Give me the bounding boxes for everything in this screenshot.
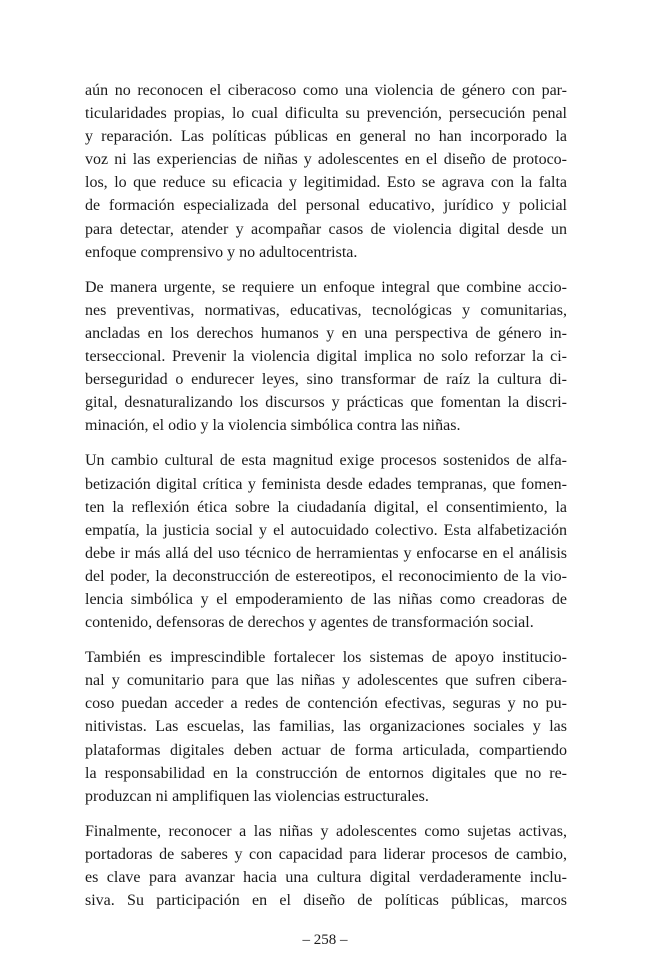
- text-line: portadoras de saberes y con capacidad para liderar procesos de cambio,: [85, 845, 567, 863]
- text-line: siva. Su participación en el diseño de políticas públicas, marcos: [85, 892, 567, 910]
- text-line: contenido, defensoras de derechos y agentes de transformación social.: [85, 614, 534, 632]
- text-line: De manera urgente, se requiere un enfoque integral que combine accio-: [85, 278, 567, 296]
- text-line: nitivistas. Las escuelas, las familias, las organizaciones sociales y las: [85, 718, 567, 736]
- text-line: Finalmente, reconocer a las niñas y adolescentes como sujetas activas,: [85, 822, 567, 840]
- text-line: minación, el odio y la violencia simbólica contra las niñas.: [85, 417, 461, 435]
- text-line: terseccional. Prevenir la violencia digital implica no solo reforzar la ci-: [85, 348, 567, 366]
- paragraph-3: [85, 449, 567, 634]
- text-line: los, lo que reduce su eficacia y legitimidad. Esto se agrava con la falta: [85, 174, 567, 192]
- text-line: También es imprescindible fortalecer los sistemas de apoyo institucio-: [85, 649, 567, 667]
- text-line: nal y comunitario para que las niñas y adolescentes que sufren cibera-: [85, 672, 567, 690]
- page-number: – 258 –: [302, 932, 348, 948]
- text-line: coso puedan acceder a redes de contención efectivas, seguras y no pu-: [85, 695, 567, 713]
- text-line: ancladas en los derechos humanos y en una perspectiva de género in-: [85, 324, 567, 342]
- paragraph-2: [85, 276, 567, 438]
- text-line: ticularidades propias, lo cual dificulta su prevención, persecución penal: [85, 105, 567, 123]
- text-line: lencia simbólica y el empoderamiento de las niñas como creadoras de: [85, 590, 567, 608]
- text-line: plataformas digitales deben actuar de forma articulada, compartiendo: [85, 741, 567, 759]
- text-line: betización digital crítica y feminista desde edades tempranas, que fomen-: [85, 475, 567, 493]
- text-line: produzcan ni amplifiquen las violencias estructurales.: [85, 787, 429, 805]
- text-line: debe ir más allá del uso técnico de herramientas y enfocarse en el análisis: [85, 544, 567, 562]
- text-line: gital, desnaturalizando los discursos y prácticas que fomentan la discri-: [85, 394, 567, 412]
- text-line: ten la reflexión ética sobre la ciudadanía digital, el consentimiento, la: [85, 498, 567, 516]
- text-line: nes preventivas, normativas, educativas, tecnológicas y comunitarias,: [85, 301, 567, 319]
- text-line: es clave para avanzar hacia una cultura digital verdaderamente inclu-: [85, 869, 567, 886]
- text-line: la responsabilidad en la construcción de entornos digitales que no re-: [85, 764, 567, 782]
- text-line: de formación especializada del personal educativo, jurídico y policial: [85, 197, 567, 215]
- paragraph-4: [85, 646, 567, 808]
- text-line: Un cambio cultural de esta magnitud exige procesos sostenidos de alfa-: [85, 452, 567, 470]
- text-line: aún no reconocen el ciberacoso como una violencia de género con par-: [85, 82, 567, 99]
- text-line: enfoque comprensivo y no adultocentrista.: [85, 243, 358, 261]
- text-line: berseguridad o endurecer leyes, sino transformar de raíz la cultura di-: [85, 371, 567, 389]
- text-line: voz ni las experiencias de niñas y adolescentes en el diseño de protoco-: [85, 151, 567, 169]
- paragraph-1: [85, 79, 567, 264]
- page-body: [85, 79, 567, 924]
- paragraph-5: [85, 820, 567, 912]
- text-line: para detectar, atender y acompañar casos de violencia digital desde un: [85, 220, 567, 238]
- text-line: y reparación. Las políticas públicas en general no han incorporado la: [85, 128, 567, 146]
- text-line: empatía, la justicia social y el autocuidado colectivo. Esta alfabetización: [85, 521, 567, 539]
- text-line: del poder, la deconstrucción de estereotipos, el reconocimiento de la vio-: [85, 567, 567, 585]
